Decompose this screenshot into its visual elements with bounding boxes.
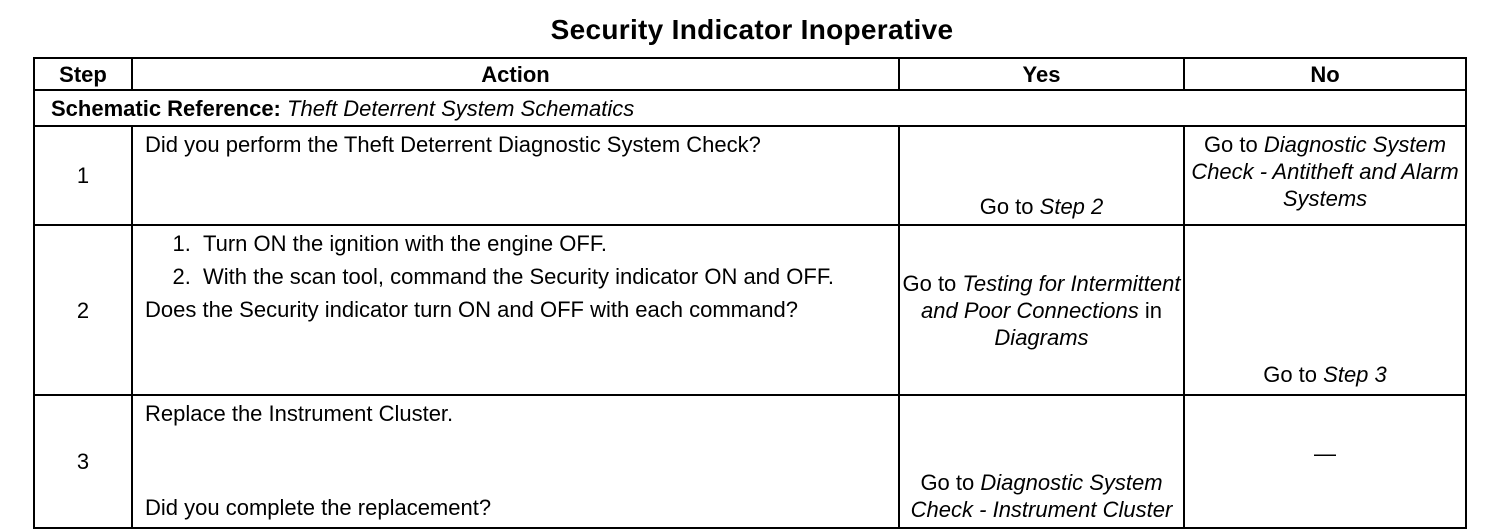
- no-cell: [1184, 395, 1466, 528]
- header-no: No: [1184, 58, 1466, 90]
- no-prefix: Go to: [1203, 132, 1258, 157]
- yes-cell: [899, 395, 1184, 528]
- action-cell: [132, 126, 899, 225]
- no-dash: —: [1314, 441, 1336, 466]
- schematic-link[interactable]: Theft Deterrent System Schematics: [287, 95, 635, 121]
- no-link[interactable]: Step 3: [1323, 362, 1387, 387]
- action-step: 2. With the scan tool, command the Security indicator ON and OFF.: [197, 263, 886, 290]
- header-yes: Yes: [899, 58, 1184, 90]
- table-row: [34, 126, 1466, 225]
- step-number: 3: [34, 395, 132, 528]
- page-title: Security Indicator Inoperative: [550, 14, 954, 45]
- no-cell: [1184, 126, 1466, 225]
- action-question: Does the Security indicator turn ON and OFF with each command?: [145, 297, 798, 322]
- action-question: Did you perform the Theft Deterrent Diagnostic System Check?: [145, 132, 761, 157]
- yes-cell: [899, 126, 1184, 225]
- step-number: 2: [34, 225, 132, 395]
- schematic-label: Schematic Reference:: [51, 95, 281, 121]
- no-cell: [1184, 225, 1466, 395]
- header-row: [34, 58, 1466, 90]
- action-cell: [132, 395, 899, 528]
- yes-link-diagrams[interactable]: Diagrams: [994, 325, 1089, 350]
- action-question: Did you complete the replacement?: [145, 495, 492, 520]
- yes-prefix: Go to: [902, 271, 957, 296]
- schematic-reference: [34, 90, 1466, 126]
- header-step: Step: [34, 58, 132, 90]
- yes-link[interactable]: Diagnostic System Check - Instrument Cluster: [910, 470, 1173, 522]
- yes-link[interactable]: Step 2: [1039, 194, 1104, 219]
- no-prefix: Go to: [1263, 362, 1318, 387]
- action-cell: [132, 225, 899, 395]
- no-link[interactable]: Diagnostic System Check - Antitheft and Alarm Systems: [1191, 132, 1459, 211]
- table-row: [34, 225, 1466, 395]
- table-row: [34, 395, 1466, 528]
- yes-prefix: Go to: [979, 194, 1034, 219]
- yes-mid: in: [1144, 298, 1162, 323]
- yes-cell: [899, 225, 1184, 395]
- diagnostic-table: [33, 57, 1467, 529]
- action-step: 1. Turn ON the ignition with the engine OFF.: [197, 230, 886, 257]
- action-step-list: [145, 230, 886, 290]
- step-number: 1: [34, 126, 132, 225]
- yes-prefix: Go to: [920, 470, 975, 495]
- header-action: Action: [132, 58, 899, 90]
- yes-link[interactable]: Testing for Intermittent and Poor Connections: [921, 271, 1181, 323]
- action-instruction: Replace the Instrument Cluster.: [145, 401, 454, 426]
- schematic-row: [34, 90, 1466, 126]
